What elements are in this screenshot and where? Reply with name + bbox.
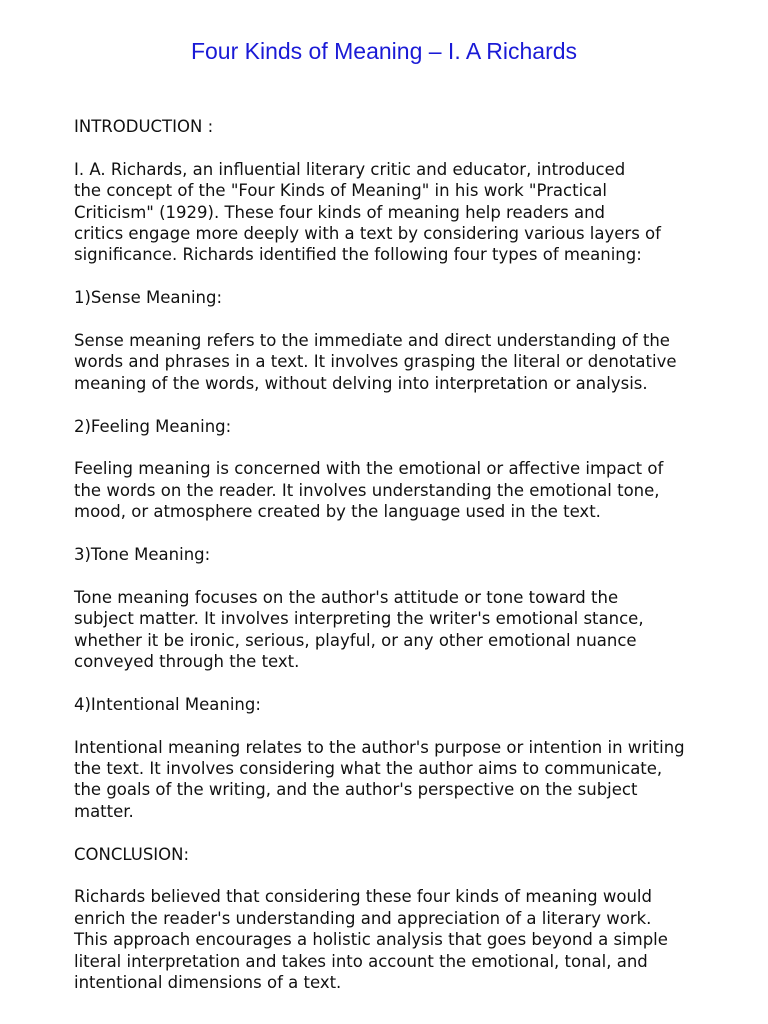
sense-paragraph: [74, 330, 714, 394]
text-line: 4)Intentional Meaning:: [74, 694, 261, 714]
document-body: [74, 116, 714, 1015]
text-line: mood, or atmosphere created by the language used in the text.: [74, 502, 601, 522]
text-line: intentional dimensions of a text.: [74, 973, 342, 993]
text-line: Intentional meaning relates to the author's purpose or intention in writing: [74, 737, 685, 757]
conclusion-heading: [74, 844, 714, 865]
text-line: INTRODUCTION :: [74, 117, 214, 136]
text-line: CONCLUSION:: [74, 844, 190, 864]
text-line: the text. It involves considering what the author aims to communicate,: [74, 759, 663, 779]
text-line: words and phrases in a text. It involves grasping the literal or denotative: [74, 352, 677, 372]
text-line: 3)Tone Meaning:: [74, 545, 211, 565]
intentional-paragraph: [74, 737, 714, 823]
tone-heading: [74, 544, 714, 565]
text-line: meaning of the words, without delving into interpretation or analysis.: [74, 373, 648, 393]
feeling-paragraph: [74, 458, 714, 522]
text-line: 2)Feeling Meaning:: [74, 416, 232, 436]
intro-heading: [74, 116, 714, 137]
page-title: Four Kinds of Meaning – I. A Richards: [190, 38, 578, 64]
text-line: I. A. Richards, an influential literary critic and educator, introduced: [74, 159, 626, 179]
text-line: the concept of the "Four Kinds of Meaning" in his work "Practical: [74, 181, 607, 201]
feeling-heading: [74, 416, 714, 437]
conclusion-paragraph: [74, 886, 714, 993]
text-line: This approach encourages a holistic analysis that goes beyond a simple: [74, 930, 668, 950]
text-line: the goals of the writing, and the author's perspective on the subject: [74, 780, 638, 800]
intentional-heading: [74, 694, 714, 715]
text-line: whether it be ironic, serious, playful, or any other emotional nuance: [74, 630, 637, 650]
sense-heading: [74, 287, 714, 308]
text-line: enrich the reader's understanding and appreciation of a literary work.: [74, 908, 652, 928]
text-line: conveyed through the text.: [74, 652, 300, 672]
text-line: Criticism" (1929). These four kinds of meaning help readers and: [74, 202, 606, 222]
text-line: matter.: [74, 801, 134, 821]
text-line: Feeling meaning is concerned with the emotional or affective impact of: [74, 459, 664, 479]
text-line: critics engage more deeply with a text by considering various layers of: [74, 224, 661, 244]
intro-paragraph: [74, 159, 714, 266]
text-line: literal interpretation and takes into account the emotional, tonal, and: [74, 951, 648, 971]
text-line: Tone meaning focuses on the author's attitude or tone toward the: [74, 587, 619, 607]
text-line: Sense meaning refers to the immediate and direct understanding of the: [74, 331, 670, 351]
text-line: subject matter. It involves interpreting the writer's emotional stance,: [74, 609, 644, 629]
text-line: 1)Sense Meaning:: [74, 288, 223, 308]
text-line: significance. Richards identified the following four types of meaning:: [74, 245, 642, 265]
text-line: Richards believed that considering these four kinds of meaning would: [74, 887, 652, 907]
text-line: the words on the reader. It involves understanding the emotional tone,: [74, 480, 660, 500]
tone-paragraph: [74, 587, 714, 673]
